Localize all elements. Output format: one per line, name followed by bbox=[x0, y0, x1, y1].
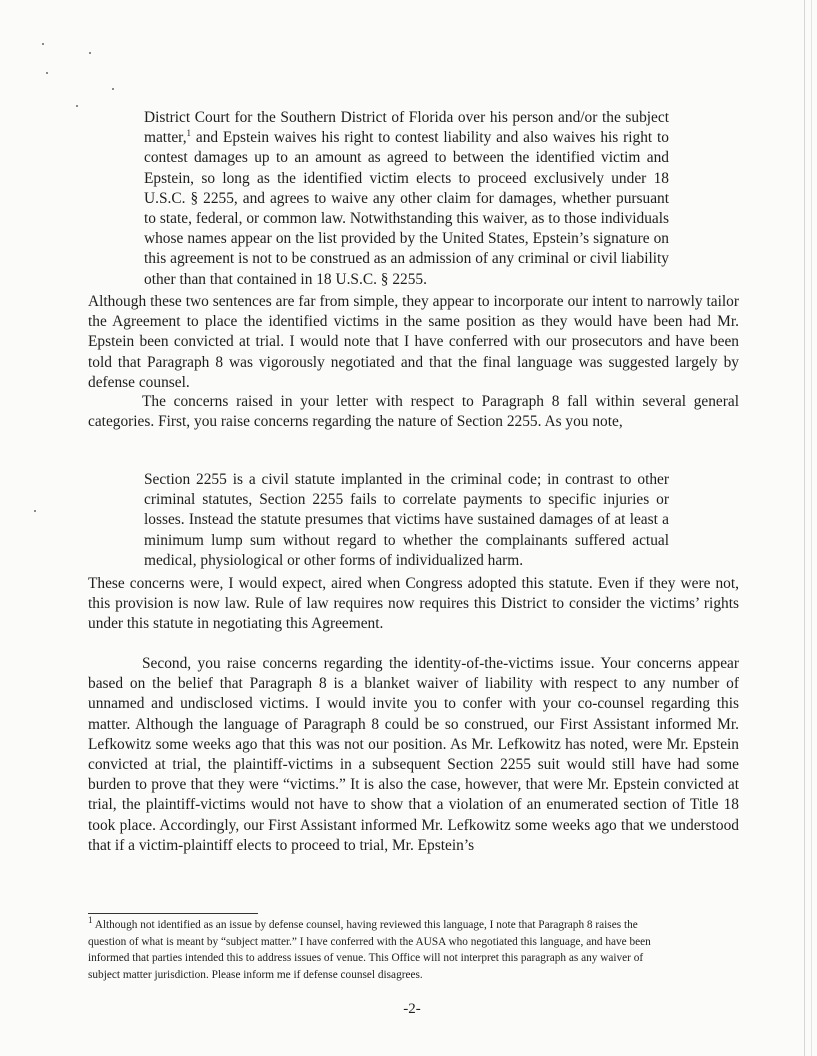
paragraph-intent: Although these two sentences are far from simple, they appear to incorporate our intent to narrowly tailor the Agreement to place the identified victims in the same position as they would have been had Mr. Epstein been convicted at trial. I would note that I have conferred with our prosecutors and have been told that Paragraph 8 was vigorously negotiated and that the final language was suggested largely by defense counsel. bbox=[88, 293, 739, 391]
scan-speck bbox=[76, 105, 78, 107]
footnote-reference: 1 bbox=[186, 128, 192, 139]
footnote-divider bbox=[88, 913, 258, 914]
footnote-number: 1 bbox=[88, 915, 93, 926]
block-quote-section-2255: Section 2255 is a civil statute implanted in the criminal code; in contrast to other criminal statutes, Section 2255 fails to correlate payments to specific injuries or losses. Instead the statute presumes that victims have sustained damages of at least a minimum lump sum without regard to whether the complainants suffered actual medical, physiological or other forms of individualized harm. bbox=[144, 471, 669, 569]
scan-speck bbox=[34, 510, 36, 512]
scan-speck bbox=[89, 52, 91, 54]
block-quote-1-text: District Court for the Southern District of Florida over his person and/or the subject matter, bbox=[144, 109, 669, 147]
scan-edge-line bbox=[804, 0, 805, 1056]
paragraph-concerns-categories: The concerns raised in your letter with respect to Paragraph 8 fall within several general categories. First, you raise concerns regarding the nature of Section 2255. As you note, bbox=[88, 393, 739, 431]
footnote-text: Although not identified as an issue by defense counsel, having reviewed this language, I note that Paragraph 8 raises the question of what is meant by “subject matter.” I have conferred with the AUSA who negotiated this language, and have been informed that parties intended this to address issues of venue. This Office will not interpret this paragraph as any waiver of subject matter jurisdiction. Please inform me if defense counsel disagrees. bbox=[88, 919, 651, 981]
block-quote-1-continuation: and Epstein waives his right to contest liability and also waives his right to contest damages up to an amount as agreed to between the identified victim and Epstein, so long as the identified victim elects to proceed exclusively under 18 U.S.C. § 2255, and agrees to waive any other claim for damages, whether pursuant to state, federal, or common law. Notwithstanding this waiver, as to those individuals whose names appear on the list provided by the United States, Epstein’s signature on this agreement is not to be construed as an admission of any criminal or civil liability other than that contained in 18 U.S.C. § 2255. bbox=[144, 129, 669, 288]
scan-edge-line bbox=[811, 0, 812, 1056]
scan-speck bbox=[112, 88, 114, 90]
scan-speck bbox=[46, 72, 48, 74]
footnote-1 bbox=[88, 917, 668, 983]
scan-speck bbox=[42, 43, 44, 45]
page-number: -2- bbox=[403, 1001, 421, 1017]
block-quote-paragraph-8 bbox=[144, 108, 669, 290]
paragraph-rule-of-law: These concerns were, I would expect, aired when Congress adopted this statute. Even if they were not, this provision is now law. Rule of law requires now requires this District to consider the victims’ rights under this statute in negotiating this Agreement. bbox=[88, 575, 739, 633]
paragraph-identity-of-victims: Second, you raise concerns regarding the identity-of-the-victims issue. Your concerns appear based on the belief that Paragraph 8 is a blanket waiver of liability with respect to any number of unnamed and undisclosed victims. I would invite you to confer with your co-counsel regarding this matter. Although the language of Paragraph 8 could be so construed, our First Assistant informed Mr. Lefkowitz some weeks ago that this was not our position. As Mr. Lefkowitz has noted, were Mr. Epstein convicted at trial, the plaintiff-victims in a subsequent Section 2255 suit would still have had some burden to prove that they were “victims.” It is also the case, however, that were Mr. Epstein convicted at trial, the plaintiff-victims would not have to show that a violation of an enumerated section of Title 18 took place. Accordingly, our First Assistant informed Mr. Lefkowitz some weeks ago that we understood that if a victim-plaintiff elects to proceed to trial, Mr. Epstein’s bbox=[88, 655, 739, 854]
